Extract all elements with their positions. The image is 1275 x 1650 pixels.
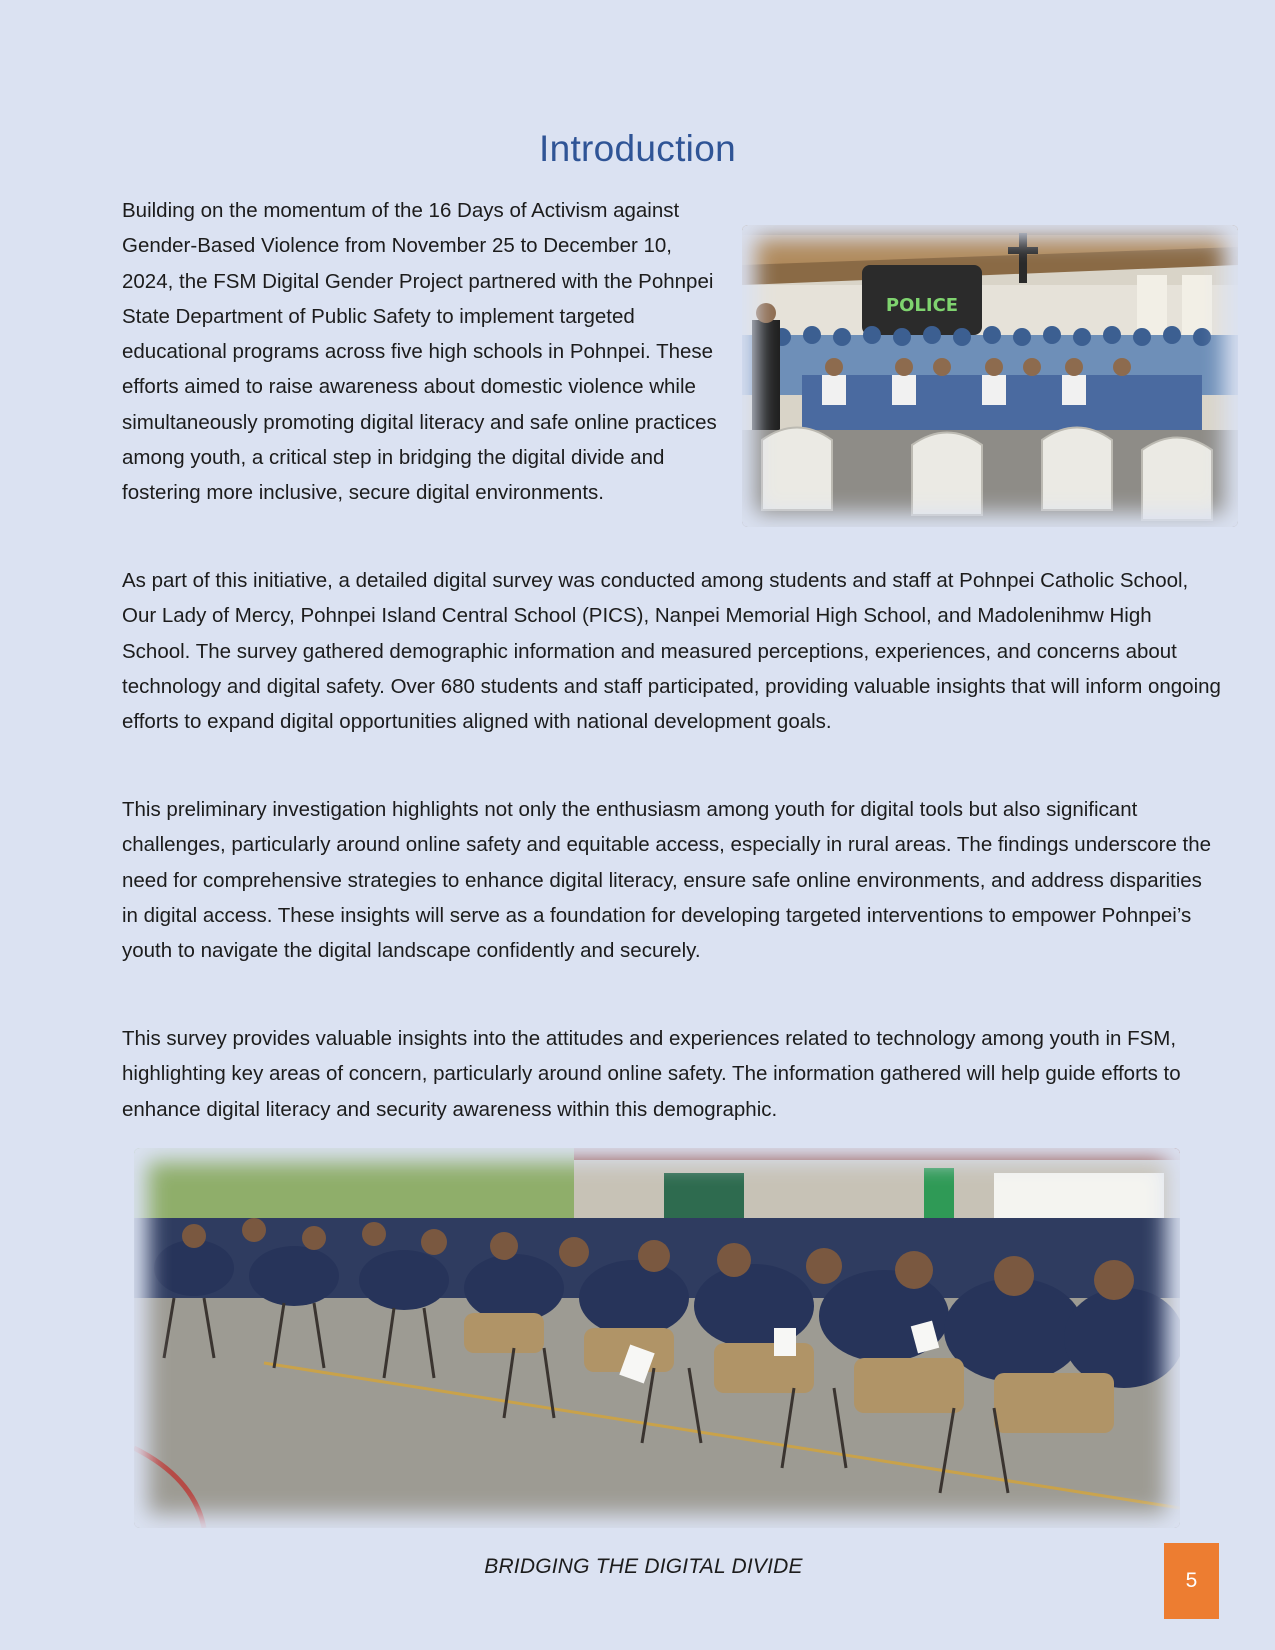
body-paragraph: This survey provides valuable insights into the attitudes and experiences related to technology among youth in FSM, highlighting key areas of concern, particularly around online safety. The information gathered will help guide efforts to enhance digital literacy and security awareness within this demographic.: [122, 1027, 1181, 1121]
page-number-badge: 5: [1164, 1543, 1219, 1619]
students-assembly-photo: [134, 1148, 1180, 1528]
footer-title: BRIDGING THE DIGITAL DIVIDE: [484, 1555, 803, 1578]
body-paragraph: As part of this initiative, a detailed digital survey was conducted among students and staff at Pohnpei Catholic School, Our Lady of Mercy, Pohnpei Island Central School (PICS), Nanpei Memorial High School, and Madolenihmw High School. The survey gathered demographic information and measured perceptions, experiences, and concerns about technology and digital safety. Over 680 students and staff participated, providing valuable insights that will inform ongoing efforts to expand digital opportunities aligned with national development goals.: [122, 569, 1221, 734]
intro-paragraph: Building on the momentum of the 16 Days of Activism against Gender-Based Violence from November 25 to December 10, 2024, the FSM Digital Gender Project partnered with the Pohnpei State Department of Public Safety to implement targeted educational programs across five high schools in Pohnpei. These efforts aimed to raise awareness about domestic violence while simultaneously promoting digital literacy and safe online practices among youth, a critical step in bridging the digital divide and fostering more inclusive, secure digital environments.: [122, 199, 717, 505]
page-title: Introduction: [539, 128, 736, 169]
police-group-photo: [742, 225, 1238, 527]
body-paragraph: This preliminary investigation highlights not only the enthusiasm among youth for digital tools but also significant challenges, particularly around online safety and equitable access, especially in rural areas. The findings underscore the need for comprehensive strategies to enhance digital literacy, ensure safe online environments, and address disparities in digital access. These insights will serve as a foundation for developing targeted interventions to empower Pohnpei’s youth to navigate the digital landscape confidently and securely.: [122, 798, 1212, 963]
police-banner-text: POLICE: [885, 295, 959, 316]
